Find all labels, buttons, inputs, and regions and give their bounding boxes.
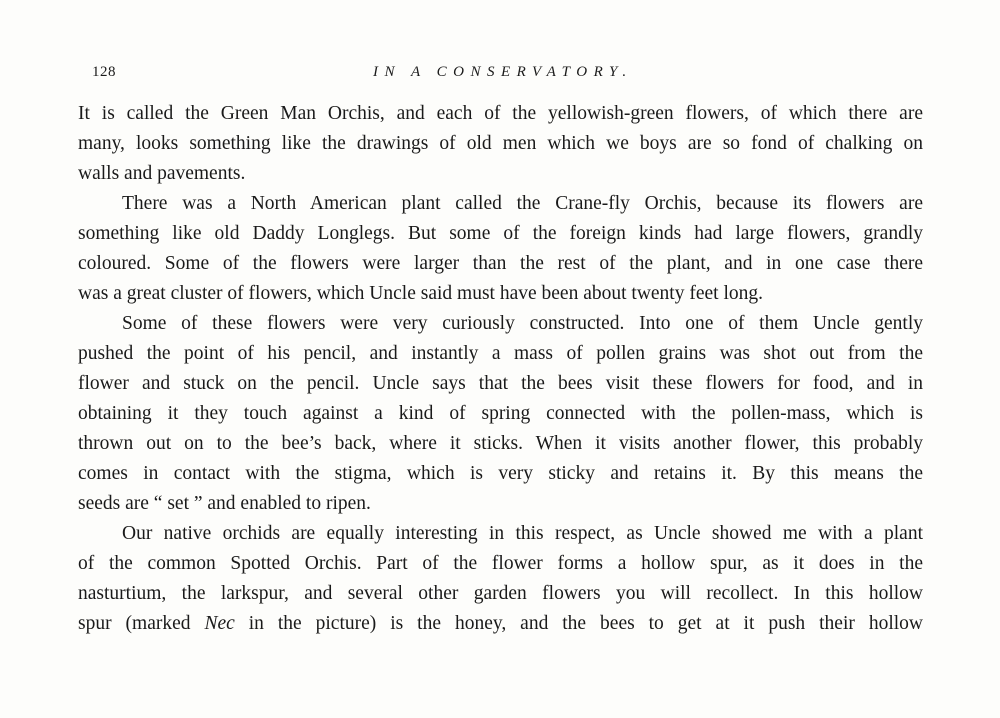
italic-label-nec: Nec [204,613,235,634]
text-line: It is called the Green Man Orchis, and each of the yellowish-green flowers, of which there are [78,103,923,124]
text-line: nasturtium, the larkspur, and several other garden flowers you will recollect. In this hollow [78,583,923,604]
paragraph [78,189,923,309]
running-title: IN A CONSERVATORY. [373,64,633,80]
text-segment: in the picture) is the honey, and the bees to get at it push their hollow [248,613,923,634]
text-line: Our native orchids are equally interesting in this respect, as Uncle showed me with a plant [122,523,923,544]
text-line: many, looks something like the drawings of old men which we boys are so fond of chalking on [78,133,923,154]
running-head [78,64,923,86]
text-segment: spur (marked [78,613,191,634]
body-text [78,99,923,639]
text-line: Some of these flowers were very curiously constructed. Into one of them Uncle gently [122,313,923,334]
page-number: 128 [92,64,116,80]
text-line: walls and pavements. [78,163,246,184]
text-line: flower and stuck on the pencil. Uncle says that the bees visit these flowers for food, and in [78,373,923,394]
paragraph [78,309,923,519]
text-line: comes in contact with the stigma, which is very sticky and retains it. By this means the [78,463,923,484]
text-line: was a great cluster of flowers, which Uncle said must have been about twenty feet long. [78,283,763,304]
text-line: obtaining it they touch against a kind of spring connected with the pollen-mass, which is [78,403,923,424]
text-line: of the common Spotted Orchis. Part of the flower forms a hollow spur, as it does in the [78,553,923,574]
text-line: coloured. Some of the flowers were larger than the rest of the plant, and in one case there [78,253,923,274]
text-line: seeds are “ set ” and enabled to ripen. [78,493,371,514]
paragraph [78,99,923,189]
text-line: thrown out on to the bee’s back, where it sticks. When it visits another flower, this probably [78,433,923,454]
text-line: something like old Daddy Longlegs. But some of the foreign kinds had large flowers, grandly [78,223,923,244]
text-line: pushed the point of his pencil, and instantly a mass of pollen grains was shot out from the [78,343,923,364]
paragraph [78,519,923,639]
text-line: There was a North American plant called the Crane-fly Orchis, because its flowers are [122,193,923,214]
text-line-final [78,609,923,639]
